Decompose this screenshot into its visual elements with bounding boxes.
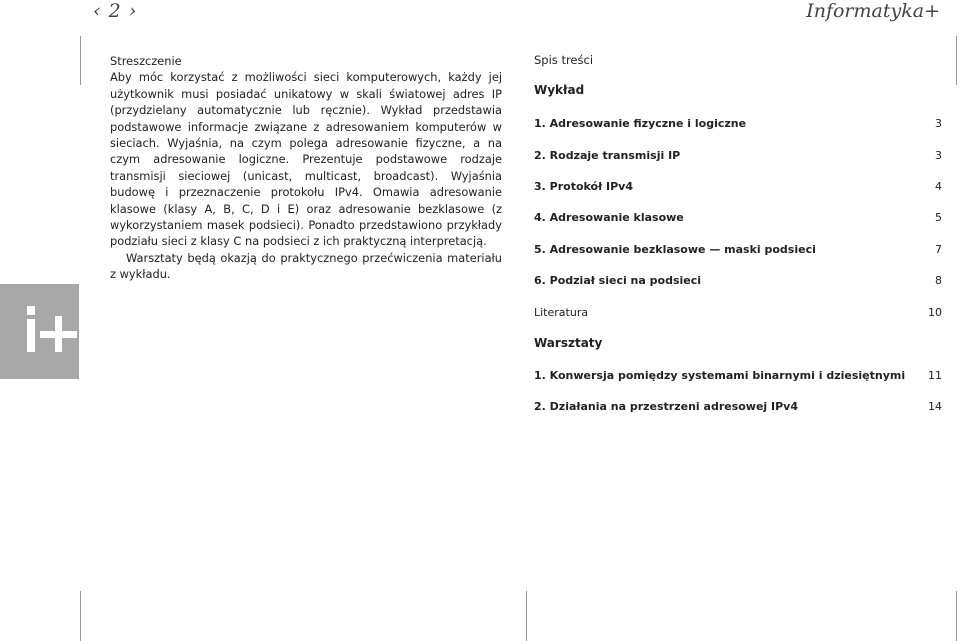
toc-item-label: 2. Rodzaje transmisji IP xyxy=(534,149,681,162)
toc-item[interactable] xyxy=(534,180,942,193)
margin-line-bottom-right xyxy=(956,591,957,641)
toc-literature-page: 10 xyxy=(928,306,942,319)
toc-item-label: 2. Działania na przestrzeni adresowej IPv4 xyxy=(534,400,799,413)
margin-line-bottom-middle xyxy=(526,591,527,641)
abstract-section xyxy=(110,53,502,283)
toc-item[interactable] xyxy=(534,369,942,382)
toc-item-label: 1. Konwersja pomiędzy systemami binarnymi i dziesiętnymi xyxy=(534,369,906,382)
toc-item-page: 7 xyxy=(935,243,942,256)
toc-item-label: 1. Adresowanie fizyczne i logiczne xyxy=(534,117,747,130)
toc-lecture-heading: Wykład xyxy=(534,83,585,97)
toc-item[interactable] xyxy=(534,274,942,287)
toc-item[interactable] xyxy=(534,149,942,162)
toc-item-label: 3. Protokół IPv4 xyxy=(534,180,633,193)
toc-workshop-heading: Warsztaty xyxy=(534,336,603,350)
toc-title: Spis treści xyxy=(534,53,594,67)
toc-item[interactable] xyxy=(534,243,942,256)
toc-item-page: 4 xyxy=(935,180,942,193)
margin-line-top-left xyxy=(80,36,81,85)
toc-item-page: 3 xyxy=(935,149,942,162)
toc-item-label: 6. Podział sieci na podsieci xyxy=(534,274,702,287)
toc-item-label: 5. Adresowanie bezklasowe — maski podsieci xyxy=(534,243,816,256)
abstract-paragraph-2: Warsztaty będą okazją do praktycznego przećwiczenia materiału z wykładu. xyxy=(110,250,502,282)
toc-item-page: 8 xyxy=(935,274,942,287)
brand-logo xyxy=(0,284,79,379)
toc-item-page: 5 xyxy=(935,211,942,224)
toc-item[interactable] xyxy=(534,211,942,224)
toc-literature-label: Literatura xyxy=(534,306,589,319)
margin-line-bottom-left xyxy=(80,591,81,641)
toc-item-page: 14 xyxy=(928,400,942,413)
toc-literature[interactable] xyxy=(534,306,942,319)
toc-item[interactable] xyxy=(534,400,942,413)
toc-item-label: 4. Adresowanie klasowe xyxy=(534,211,684,224)
abstract-title: Streszczenie xyxy=(110,54,182,68)
page-number: ‹ 2 › xyxy=(93,0,138,22)
toc-item-page: 3 xyxy=(935,117,942,130)
toc-item[interactable] xyxy=(534,117,942,130)
abstract-paragraph: Aby móc korzystać z możliwości sieci komputerowych, każdy jej użytkownik musi posiadać unikatowy w skali światowej adres IP (przydzielany automatycznie lub ręcznie). Wykład przedstawia podstawowe informacje związane z adresowaniem komputerów w sieciach. Wyjaśnia, na czym polega adresowanie fizyczne, a na czym adresowanie logiczne. Prezentuje podstawowe rodzaje transmisji sieciowej (unicast, multicast, broadcast). Wyjaśnia budowę i przeznaczenie protokołu IPv4. Omawia adresowanie klasowe (klasy A, B, C, D i E) oraz adresowanie bezklasowe (z wykorzystaniem masek podsieci). Ponadto przedstawiono przykłady podziału sieci z klasy C na podsieci z ich praktyczną interpretacją. xyxy=(110,70,502,249)
margin-line-top-right xyxy=(956,36,957,85)
series-title: Informatyka+ xyxy=(806,0,940,22)
toc-item-page: 11 xyxy=(928,369,942,382)
